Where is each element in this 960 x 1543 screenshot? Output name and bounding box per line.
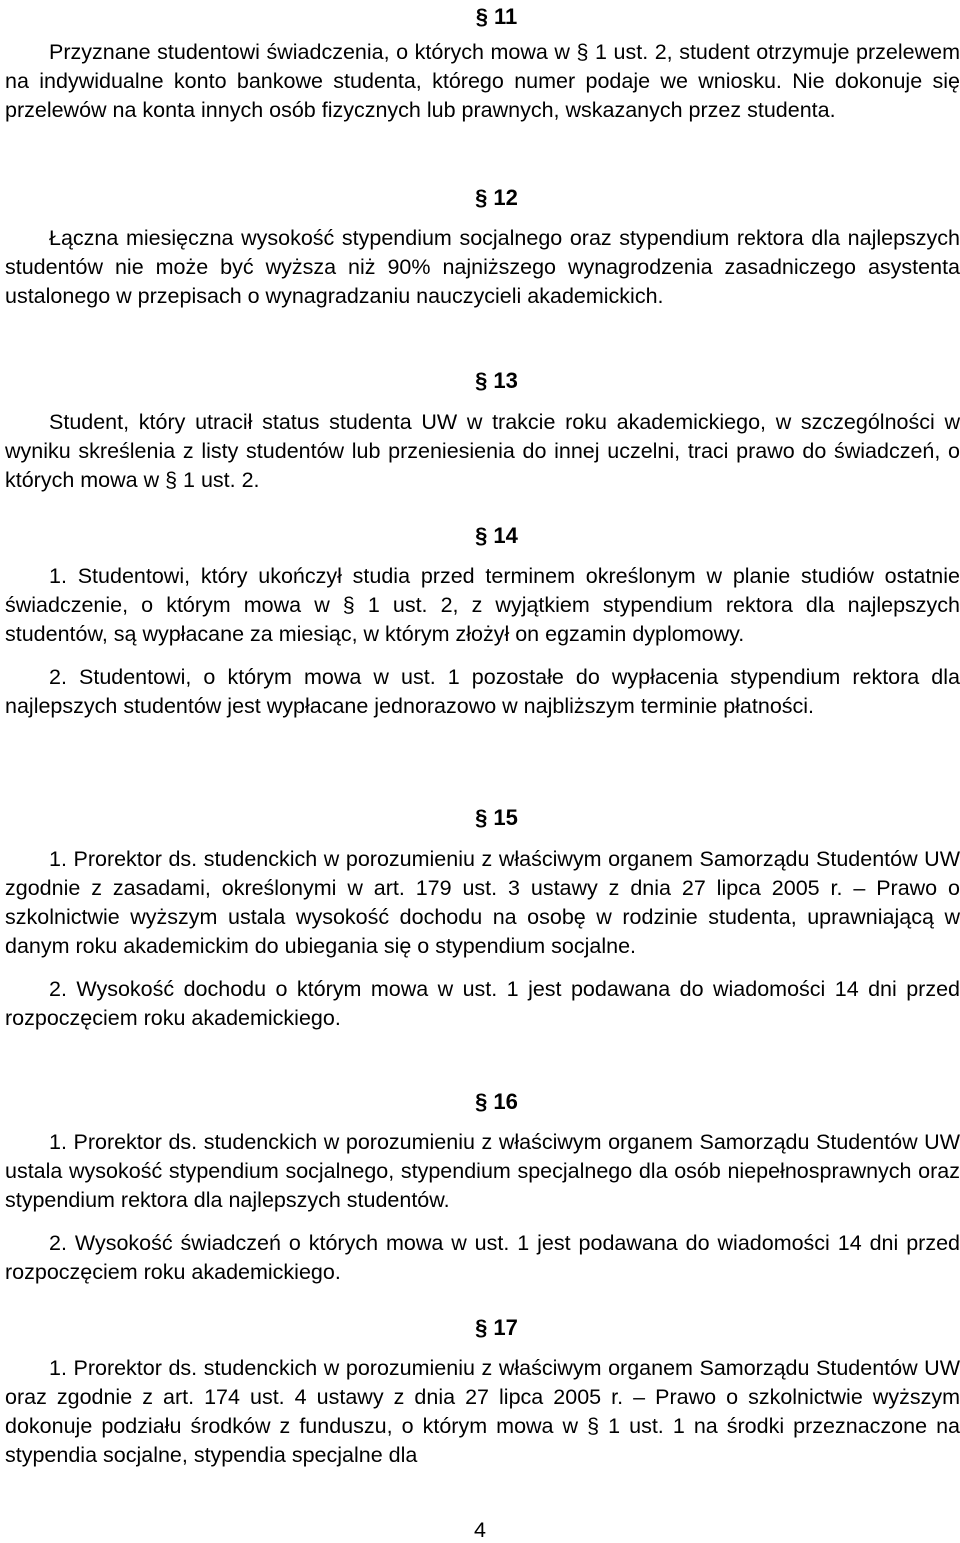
section-13-body [5, 408, 960, 495]
section-heading: § 16 [475, 1089, 518, 1114]
section-heading: § 14 [475, 523, 518, 548]
section-11-body [5, 38, 960, 125]
section-heading: § 15 [475, 805, 518, 830]
paragraph: 2. Studentowi, o którym mowa w ust. 1 pozostałe do wypłacenia stypendium rektora dla najlepszych studentów jest wypłacane jednorazowo w najbliższym terminie płatności. [5, 665, 960, 718]
section-12 [5, 183, 960, 212]
section-16-body [5, 1128, 960, 1287]
section-16 [5, 1087, 960, 1116]
paragraph: Łączna miesięczna wysokość stypendium socjalnego oraz stypendium rektora dla najlepszych studentów nie może być wyższa niż 90% najniższego wynagrodzenia zasadniczego asystenta ustalonego w przepisach o wynagradzaniu nauczycieli akademickich. [5, 226, 960, 308]
section-13 [5, 366, 960, 395]
paragraph: Przyznane studentowi świadczenia, o których mowa w § 1 ust. 2, student otrzymuje przelewem na indywidualne konto bankowe studenta, którego numer podaje we wniosku. Nie dokonuje się przelewów na konta innych osób fizycznych lub prawnych, wskazanych przez studenta. [5, 40, 960, 122]
paragraph: 1. Studentowi, który ukończył studia przed terminem określonym w planie studiów ostatnie świadczenie, o którym mowa w § 1 ust. 2, z wyjątkiem stypendium rektora dla najlepszych studentów, są wypłacane za miesiąc, w którym złożył on egzamin dyplomowy. [5, 564, 960, 646]
section-heading: § 12 [475, 185, 518, 210]
paragraph: 1. Prorektor ds. studenckich w porozumieniu z właściwym organem Samorządu Studentów UW zgodnie z zasadami, określonymi w art. 179 ust. 3 ustawy z dnia 27 lipca 2005 r. – Prawo o szkolnictwie wyższym ustala wysokość dochodu na osobę w rodzinie studenta, uprawniającą w danym roku akademickim do ubiegania się o stypendium socjalne. [5, 847, 960, 958]
section-17-body [5, 1354, 960, 1470]
section-11 [5, 2, 960, 31]
section-14-body [5, 562, 960, 721]
section-17 [5, 1313, 960, 1342]
section-heading: § 13 [475, 368, 518, 393]
paragraph: 2. Wysokość dochodu o którym mowa w ust. 1 jest podawana do wiadomości 14 dni przed rozpoczęciem roku akademickiego. [5, 977, 960, 1030]
paragraph: 2. Wysokość świadczeń o których mowa w ust. 1 jest podawana do wiadomości 14 dni przed rozpoczęciem roku akademickiego. [5, 1231, 960, 1284]
section-heading: § 11 [475, 4, 518, 29]
page-number: 4 [474, 1518, 486, 1542]
section-heading: § 17 [475, 1315, 518, 1340]
paragraph: 1. Prorektor ds. studenckich w porozumieniu z właściwym organem Samorządu Studentów UW oraz zgodnie z art. 174 ust. 4 ustawy z dnia 27 lipca 2005 r. – Prawo o szkolnictwie wyższym dokonuje podziału środków z funduszu, o którym mowa w § 1 ust. 1 na środki przeznaczone na stypendia socjalne, stypendia specjalne dla [5, 1356, 960, 1467]
section-12-body [5, 224, 960, 311]
paragraph: 1. Prorektor ds. studenckich w porozumieniu z właściwym organem Samorządu Studentów UW ustala wysokość stypendium socjalnego, stypendium specjalnego dla osób niepełnosprawnych oraz stypendium rektora dla najlepszych studentów. [5, 1130, 960, 1212]
section-15 [5, 803, 960, 832]
section-14 [5, 521, 960, 550]
paragraph: Student, który utracił status studenta UW w trakcie roku akademickiego, w szczególności w wyniku skreślenia z listy studentów lub przeniesienia do innej uczelni, traci prawo do świadczeń, o których mowa w § 1 ust. 2. [5, 410, 960, 492]
section-15-body [5, 845, 960, 1033]
